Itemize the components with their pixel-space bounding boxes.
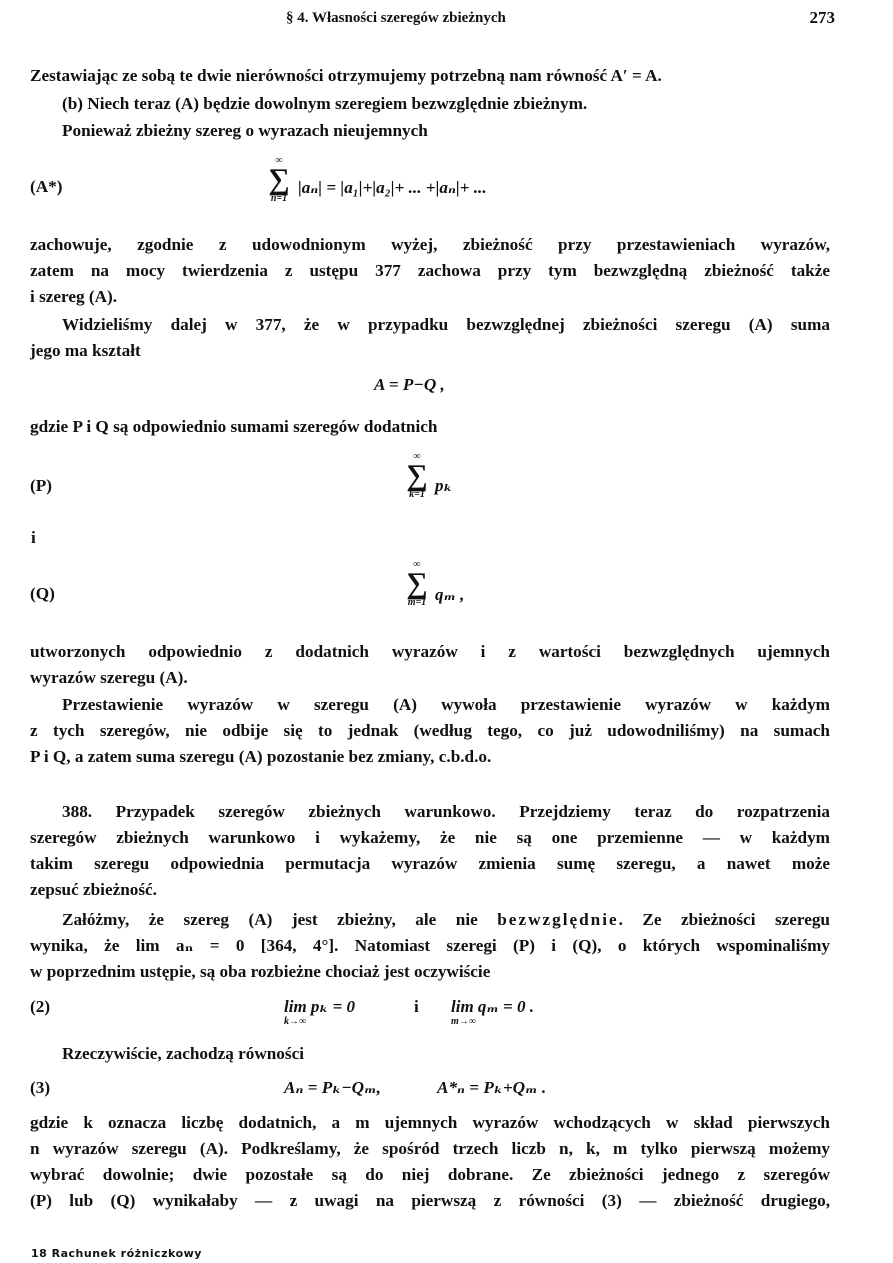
term-p: pₖ xyxy=(435,476,453,495)
sigma-symbol: ∑ xyxy=(268,163,290,196)
eq-label-p: (P) xyxy=(30,476,52,495)
running-header: § 4. Własności szeregów zbieżnych xyxy=(286,10,506,26)
paragraph-3: Ponieważ zbieżny szereg o wyrazach nieujemnych xyxy=(62,121,428,140)
footer-signature: 18 Rachunek różniczkowy xyxy=(31,1247,202,1260)
limit-q: lim qₘ = 0 . m→∞ xyxy=(451,997,534,1027)
paragraph-2: (b) Niech teraz (A) będzie dowolnym szeregiem bezwzględnie zbieżnym. xyxy=(62,94,588,113)
section-number: 388. xyxy=(62,802,93,821)
sum-p: ∞ ∑ k=1 xyxy=(400,452,434,500)
paragraph-7: utworzonych odpowiednio z dodatnich wyrazów i z wartości bezwzględnych ujemnych wyrazów szeregu (A). xyxy=(30,642,830,687)
section-title: Przypadek szeregów zbieżnych warunkowo. xyxy=(115,802,496,821)
conjunction-i-2: i xyxy=(414,997,419,1016)
section-388: 388. Przypadek szeregów zbieżnych warunkowo. Przejdziemy teraz do rozpatrzenia szeregów zbieżnych warunkowo i wykażemy, że nie są one przemienne — w każdym takim szeregu odpowiednia permutacja wyrazów zmienia sumę szeregu, a nawet może zepsuć zbieżność. xyxy=(30,802,831,899)
sigma-symbol: ∑ xyxy=(406,567,428,600)
conjunction-i: i xyxy=(31,528,36,547)
formula-3-right: A*ₙ = Pₖ+Qₘ . xyxy=(437,1078,547,1097)
eq-label-astar: (A*) xyxy=(30,177,63,196)
paragraph-6: gdzie P i Q są odpowiednio sumami szeregów dodatnich xyxy=(30,417,438,436)
formula-3-left: Aₙ = Pₖ−Qₘ, xyxy=(284,1078,381,1097)
limit-p: lim pₖ = 0 k→∞ xyxy=(284,997,356,1027)
paragraph-11: gdzie k oznacza liczbę dodatnich, a m ujemnych wyrazów wchodzących w skład pierwszych n wyrazów szeregu (A). Podkreślamy, że spośród trzech liczb n, k, m tylko pierwszą możemy wybrać dowolnie; dwie pozostałe są do niej dobrane. Ze zbieżności jednego z szeregów (P) lub (Q) wynikałaby — z uwagi na pierwszą z równości (3) — zbieżność drugiego, xyxy=(30,1113,830,1210)
paragraph-1: Zestawiając ze sobą te dwie nierówności otrzymujemy potrzebną nam równość A′ = A. xyxy=(30,66,662,85)
emphasis-spaced: bezwzględnie xyxy=(497,910,619,929)
sum-q: ∞ ∑ m=1 xyxy=(400,560,434,608)
term-q: qₘ , xyxy=(435,585,465,604)
eq-label-2: (2) xyxy=(30,997,51,1016)
formula-a-p-q: A = P−Q , xyxy=(374,375,445,394)
eq-label-q: (Q) xyxy=(30,584,55,603)
formula-astar: |aₙ| = |a₁|+|a₂|+ ... +|aₙ|+ ... xyxy=(298,178,487,197)
paragraph-10: Rzeczywiście, zachodzą równości xyxy=(62,1044,304,1063)
paragraph-5: Widzieliśmy dalej w 377, że w przypadku bezwzględnej zbieżności szeregu (A) suma jego ma kształt xyxy=(30,315,830,360)
paragraph-8: Przestawienie wyrazów w szeregu (A) wywoła przestawienie wyrazów w każdym z tych szeregów, nie odbije się to jednak (według tego, co już udowodniliśmy) na sumach P i Q, a zatem suma szeregu (A) pozostanie bez zmiany, c.b.d.o. xyxy=(30,695,830,766)
eq-label-3: (3) xyxy=(30,1078,51,1097)
sigma-symbol: ∑ xyxy=(406,459,428,492)
paragraph-4: zachowuje, zgodnie z udowodnionym wyżej, zbieżność przy przestawieniach wyrazów, zatem na mocy twierdzenia z ustępu 377 zachowa przy tym bezwzględną zbieżność także i szereg (A). xyxy=(30,235,830,306)
sum-astar: ∞ ∑ n=1 xyxy=(262,156,296,204)
page-number: 273 xyxy=(809,8,835,27)
paragraph-9: Załóżmy, że szereg (A) jest zbieżny, ale nie bezwzględnie. Ze zbieżności szeregu wynika, że lim aₙ = 0 [364, 4°]. Natomiast szeregi (P) i (Q), o których wspominaliśmy w poprzednim ustępie, są oba rozbieżne chociaż jest oczywiście xyxy=(30,910,830,981)
